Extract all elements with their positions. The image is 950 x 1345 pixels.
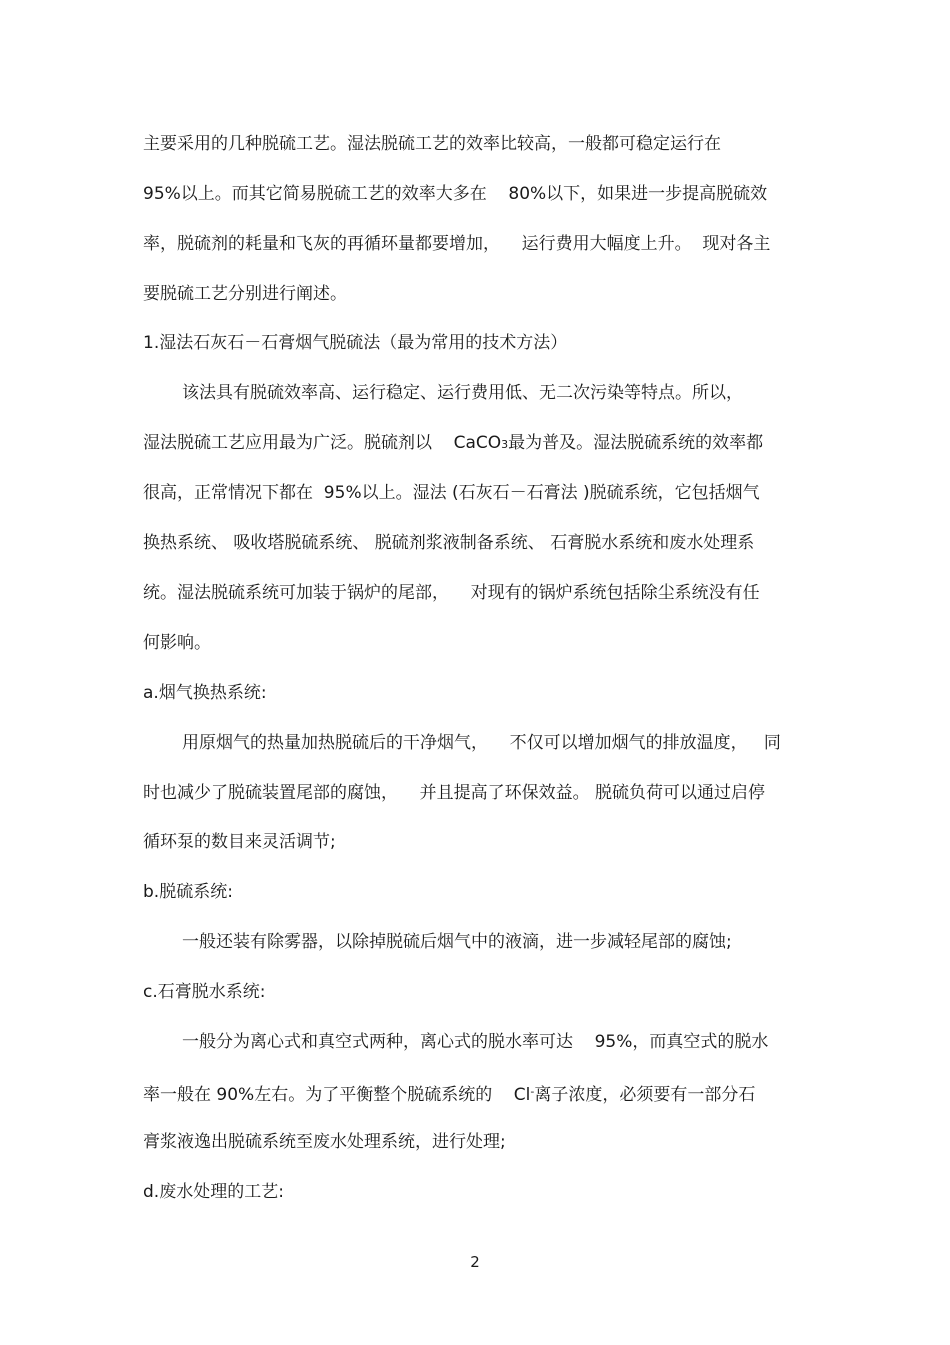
section-1-line-6: 何影响。 — [143, 633, 211, 653]
sub-a-line-1: 用原烟气的热量加热脱硫后的干净烟气， 不仅可以增加烟气的排放温度， 同 — [182, 733, 781, 753]
sub-c-line-1: 一般分为离心式和真空式两种，离心式的脱水率可达 95%，而真空式的脱水 — [182, 1032, 769, 1052]
caco3-subscript: 3 — [501, 438, 509, 451]
section-1-line-2b: 最为普及。湿法脱硫系统的效率都 — [508, 433, 764, 453]
sub-a-heading: a.烟气换热系统: — [143, 683, 267, 703]
intro-line-3: 率，脱硫剂的耗量和飞灰的再循环量都要增加， 运行费用大幅度上升。 现对各主 — [143, 234, 771, 254]
sub-c-line-2 — [143, 1081, 755, 1106]
sub-c-line-2b: 离子浓度，必须要有一部分石 — [534, 1085, 756, 1105]
intro-line-1: 主要采用的几种脱硫工艺。湿法脱硫工艺的效率比较高，一般都可稳定运行在 — [143, 134, 721, 154]
cl-superscript: - — [530, 1085, 535, 1098]
section-1-heading: 1.湿法石灰石－石膏烟气脱硫法（最为常用的技术方法） — [143, 333, 568, 353]
section-1-line-5: 统。湿法脱硫系统可加装于锅炉的尾部， 对现有的锅炉系统包括除尘系统没有任 — [143, 583, 760, 603]
sub-c-line-2a: 率一般在 90%左右。为了平衡整个脱硫系统的 Cl — [143, 1085, 531, 1105]
sub-a-line-2: 时也减少了脱硫装置尾部的腐蚀， 并且提高了环保效益。 脱硫负荷可以通过启停 — [143, 783, 766, 803]
section-1-line-1: 该法具有脱硫效率高、运行稳定、运行费用低、无二次污染等特点。所以， — [182, 383, 743, 403]
section-1-line-3: 很高，正常情况下都在 95%以上。湿法 (石灰石－石膏法 )脱硫系统，它包括烟气 — [143, 483, 760, 503]
section-1-line-2a: 湿法脱硫工艺应用最为广泛。脱硫剂以 CaCO — [143, 433, 502, 453]
sub-c-line-3: 膏浆液逸出脱硫系统至废水处理系统，进行处理; — [143, 1132, 506, 1152]
sub-b-line-1: 一般还装有除雾器，以除掉脱硫后烟气中的液滴，进一步减轻尾部的腐蚀; — [182, 932, 732, 952]
sub-b-heading: b.脱硫系统: — [143, 882, 233, 902]
intro-line-4: 要脱硫工艺分别进行阐述。 — [143, 284, 347, 304]
sub-d-heading: d.废水处理的工艺: — [143, 1182, 284, 1202]
sub-a-line-3: 循环泵的数目来灵活调节; — [143, 832, 336, 852]
section-1-line-4: 换热系统、 吸收塔脱硫系统、 脱硫剂浆液制备系统、 石膏脱水系统和废水处理系 — [143, 533, 755, 553]
sub-c-heading: c.石膏脱水系统: — [143, 982, 266, 1002]
page-number: 2 — [470, 1253, 480, 1271]
section-1-line-2 — [143, 432, 763, 456]
intro-line-2: 95%以上。而其它简易脱硫工艺的效率大多在 80%以下，如果进一步提高脱硫效 — [143, 184, 768, 204]
